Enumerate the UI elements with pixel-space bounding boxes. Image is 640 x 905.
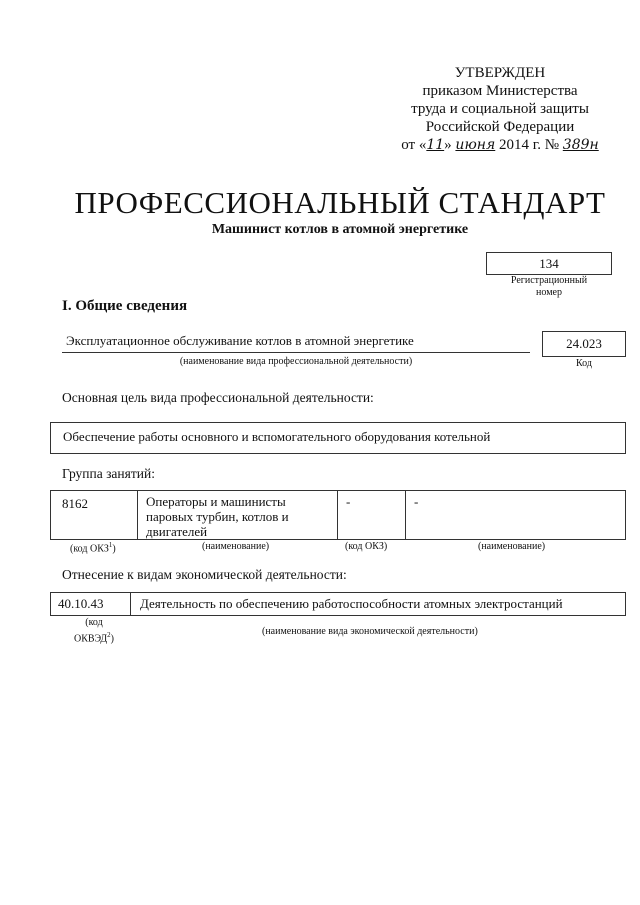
approval-day: 11 <box>426 137 445 153</box>
approval-month: июня <box>455 137 496 153</box>
approval-number: 389н <box>562 137 599 153</box>
occupation-name-2: - <box>414 494 419 509</box>
okved-name: Деятельность по обеспечению работоспособности атомных электростанций <box>140 596 563 611</box>
goal-text: Обеспечение работы основного и вспомогательного оборудования котельной <box>63 429 491 444</box>
goal-label: Основная цель вида профессиональной деятельности: <box>62 390 374 405</box>
page-title: ПРОФЕССИОНАЛЬНЫЙ СТАНДАРТ <box>74 185 606 220</box>
goal-box <box>50 422 626 454</box>
approval-title: УТВЕРЖДЕН <box>454 65 546 81</box>
caption-okved-name: (наименование вида экономической деятельности) <box>262 626 478 637</box>
caption-okved-code: (код ОКВЭД$^2$) <box>74 617 114 645</box>
registration-caption: Регистрационный номер <box>510 275 588 298</box>
table-divider <box>337 490 338 540</box>
activity-code-box <box>542 331 626 357</box>
activity-code-caption: Код <box>576 358 592 369</box>
activity-underline <box>62 352 530 353</box>
occupations-label: Группа занятий: <box>62 466 155 481</box>
economic-label: Отнесение к видам экономической деятельности: <box>62 567 347 582</box>
occupation-code: 8162 <box>62 496 88 511</box>
table-divider <box>405 490 406 540</box>
page-subtitle: Машинист котлов в атомной энергетике <box>211 222 469 237</box>
registration-number-box <box>486 252 612 275</box>
caption-okz-code-2: (код ОКЗ) <box>345 541 388 552</box>
approval-block <box>390 64 610 154</box>
activity-caption: (наименование вида профессиональной деятельности) <box>179 356 413 367</box>
caption-okz-code: (код ОКЗ$^1$) <box>70 541 116 555</box>
table-divider <box>130 592 131 616</box>
approval-line: труда и социальной защиты <box>411 101 589 117</box>
occupation-name: Операторы и машинисты паровых турбин, котлов и двигателей <box>146 494 289 539</box>
caption-name-2: (наименование) <box>478 541 546 552</box>
approval-line: приказом Министерства <box>422 83 578 99</box>
approval-date-line: от «11» июня 2014 г. № 389н <box>401 137 599 153</box>
caption-name: (наименование) <box>202 541 270 552</box>
occupation-code-2: - <box>346 494 351 509</box>
activity-code: 24.023 <box>566 336 602 351</box>
approval-line: Российской Федерации <box>425 119 575 135</box>
registration-number: 134 <box>539 256 559 271</box>
table-divider <box>137 490 138 540</box>
section-heading: I. Общие сведения <box>62 298 188 314</box>
activity-name: Эксплуатационное обслуживание котлов в атомной энергетике <box>66 333 414 348</box>
okved-code: 40.10.43 <box>58 596 104 611</box>
